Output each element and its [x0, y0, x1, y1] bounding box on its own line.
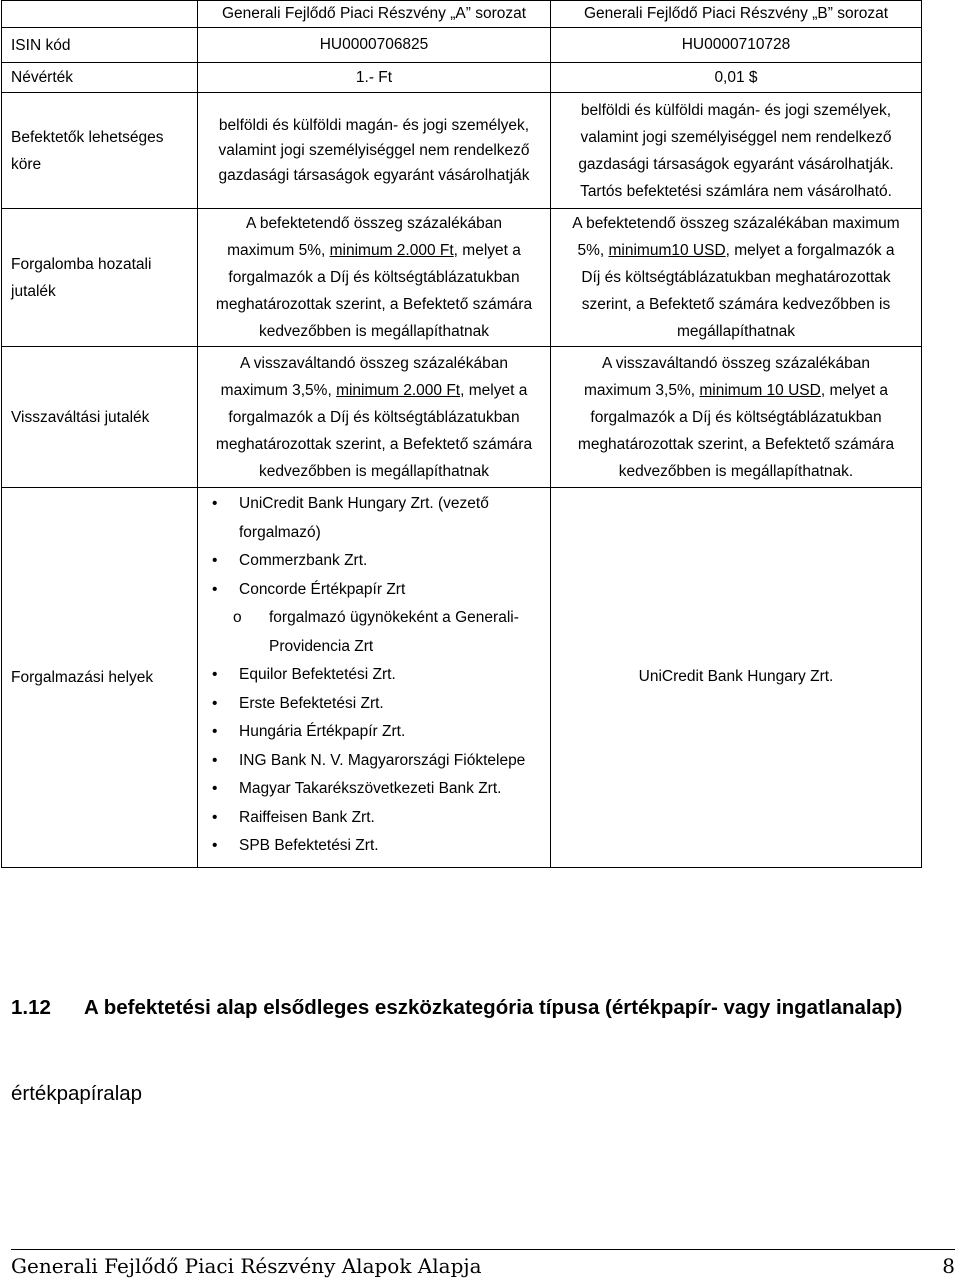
fee-line: A befektetendő összeg százalékában: [246, 215, 502, 232]
fee-text: , melyet a: [453, 242, 521, 259]
list-item: [198, 690, 550, 719]
section-body-text: értékpapíralap: [11, 1082, 143, 1105]
list-item-text: forgalmazó): [239, 523, 321, 541]
bullet-icon: •: [212, 694, 218, 712]
list-item-text: Erste Befektetési Zrt.: [239, 694, 384, 712]
distributor-list: [198, 488, 550, 867]
places-label: Forgalmazási helyek: [2, 488, 198, 868]
isin-a: HU0000706825: [198, 28, 551, 63]
fee-line: Díj és költségtáblázatukban meghatározottak: [581, 269, 891, 286]
investors-a-line: valamint jogi személyiséggel nem rendelkező: [218, 142, 530, 159]
fee-minimum: minimum10 USD: [608, 242, 726, 259]
fee-line: kedvezőbben is megállapíthatnak: [258, 462, 490, 480]
page-footer: [11, 1254, 955, 1278]
header-empty-cell: [2, 1, 198, 28]
fee-line: A befektetendő összeg százalékában maximum: [572, 215, 900, 232]
nevertek-label: Névérték: [2, 63, 198, 93]
fee-minimum: minimum 10 USD: [699, 381, 821, 399]
redemption-fee-b: [551, 347, 922, 488]
redemption-fee-label: Visszaváltási jutalék: [2, 347, 198, 488]
distribution-fee-label: Forgalomba hozatali jutalék: [2, 209, 198, 347]
list-item-text: Commerzbank Zrt.: [239, 552, 368, 569]
investors-b-line: gazdasági társaságok egyaránt vásárolhatják.: [578, 155, 894, 173]
fee-line: meghatározottak szerint, a Befektető számára: [215, 435, 533, 453]
fee-text: maximum 3,5%,: [583, 381, 700, 399]
fee-line: forgalmazók a Díj és költségtáblázatukban: [228, 408, 520, 426]
bullet-icon: •: [212, 837, 218, 854]
list-item-text: Equilor Befektetési Zrt.: [239, 666, 396, 683]
list-item-text: Providencia Zrt: [269, 637, 374, 655]
circle-bullet-icon: o: [233, 609, 242, 626]
investors-b-line: belföldi és külföldi magán- és jogi személyek,: [580, 101, 892, 119]
list-item: [198, 718, 550, 747]
fee-line: forgalmazók a Díj és költségtáblázatukban: [590, 408, 882, 426]
list-item: [198, 747, 550, 776]
investors-label: Befektetők lehetséges köre: [2, 93, 198, 209]
nevertek-a: 1.- Ft: [198, 63, 551, 93]
section-number: 1.12: [11, 996, 51, 1019]
distribution-fee-b: [551, 209, 922, 347]
list-item-text: UniCredit Bank Hungary Zrt. (vezető: [239, 495, 489, 512]
places-row: [2, 488, 922, 868]
fee-line: [198, 237, 550, 264]
fee-line: [551, 377, 921, 404]
list-item: [198, 576, 550, 605]
section-heading: [11, 993, 911, 1023]
investors-row: [2, 93, 922, 209]
fee-minimum: minimum 2.000 Ft: [329, 242, 454, 259]
investors-a: [198, 93, 551, 209]
list-item-text: Hungária Értékpapír Zrt.: [239, 723, 406, 740]
fee-line: A visszaváltandó összeg százalékában: [602, 354, 870, 372]
list-item: [198, 775, 550, 804]
bullet-icon: •: [212, 780, 218, 797]
bullet-icon: •: [212, 666, 218, 683]
investors-b-line: valamint jogi személyiséggel nem rendelkező: [580, 128, 892, 146]
nevertek-b: 0,01 $: [551, 63, 922, 93]
header-series-a: Generali Fejlődő Piaci Részvény „A” sorozat: [198, 1, 551, 28]
list-item-text: Magyar Takarékszövetkezeti Bank Zrt.: [239, 780, 502, 797]
fee-text: , melyet a forgalmazók a: [725, 242, 895, 259]
bullet-icon: •: [212, 808, 218, 826]
investors-b-line: Tartós befektetési számlára nem vásárolható.: [580, 182, 892, 200]
fee-text: , melyet a: [460, 381, 528, 399]
footer-title: Generali Fejlődő Piaci Részvény Alapok Alapja: [11, 1254, 482, 1278]
isin-label: ISIN kód: [2, 28, 198, 63]
nevertek-row: [2, 63, 922, 93]
fee-line: kedvezőbben is megállapíthatnak.: [618, 462, 854, 480]
sub-list-item: [198, 604, 550, 661]
redemption-fee-row: [2, 347, 922, 488]
fee-line: meghatározottak szerint, a Befektető számára: [215, 296, 533, 313]
distribution-fee-a: [198, 209, 551, 347]
fee-line: [198, 377, 550, 404]
redemption-fee-a: [198, 347, 551, 488]
list-item-text: Raiffeisen Bank Zrt.: [239, 808, 375, 826]
bullet-icon: •: [212, 580, 218, 598]
fee-text: 5%,: [577, 242, 609, 259]
fund-series-table: [1, 0, 922, 868]
fee-text: maximum 3,5%,: [220, 381, 337, 399]
fee-text: maximum 5%,: [227, 242, 330, 259]
fee-line: meghatározottak szerint, a Befektető számára: [577, 435, 895, 453]
header-series-b: Generali Fejlődő Piaci Részvény „B” sorozat: [551, 1, 922, 28]
list-item-text: Concorde Értékpapír Zrt: [239, 580, 406, 598]
fee-line: kedvezőbben is megállapíthatnak: [258, 323, 490, 340]
fee-minimum: minimum 2.000 Ft: [336, 381, 461, 399]
bullet-icon: •: [212, 723, 218, 740]
bullet-icon: •: [212, 495, 218, 512]
isin-row: [2, 28, 922, 63]
page-number: 8: [942, 1254, 955, 1278]
fee-line: szerint, a Befektető számára kedvezőbben is: [581, 296, 891, 313]
fee-text: , melyet a: [820, 381, 889, 399]
fee-line: forgalmazók a Díj és költségtáblázatukban: [228, 269, 520, 286]
investors-a-line: belföldi és külföldi magán- és jogi személyek,: [218, 117, 530, 134]
bullet-icon: •: [212, 751, 218, 769]
isin-b: HU0000710728: [551, 28, 922, 63]
investors-b: [551, 93, 922, 209]
distribution-fee-row: [2, 209, 922, 347]
bullet-icon: •: [212, 552, 218, 569]
section-title: A befektetési alap elsődleges eszközkategória típusa (értékpapír- vagy ingatlanalap): [84, 996, 903, 1019]
list-item: [198, 547, 550, 576]
fee-line: A visszaváltandó összeg százalékában: [240, 354, 508, 372]
table-header-row: [2, 1, 922, 28]
list-item: [198, 490, 550, 547]
fee-line: [551, 237, 921, 264]
places-b: UniCredit Bank Hungary Zrt.: [551, 488, 922, 868]
list-item-text: forgalmazó ügynökeként a Generali-: [269, 609, 519, 626]
places-a: [198, 488, 551, 868]
list-item-text: ING Bank N. V. Magyarországi Fióktelepe: [239, 751, 526, 769]
list-item: [198, 804, 550, 833]
investors-a-line: gazdasági társaságok egyaránt vásárolhatják: [218, 167, 530, 184]
list-item: [198, 661, 550, 690]
list-item-text: SPB Befektetési Zrt.: [239, 837, 379, 854]
footer-divider: [11, 1249, 955, 1250]
list-item: [198, 832, 550, 861]
fee-line: megállapíthatnak: [676, 323, 796, 340]
